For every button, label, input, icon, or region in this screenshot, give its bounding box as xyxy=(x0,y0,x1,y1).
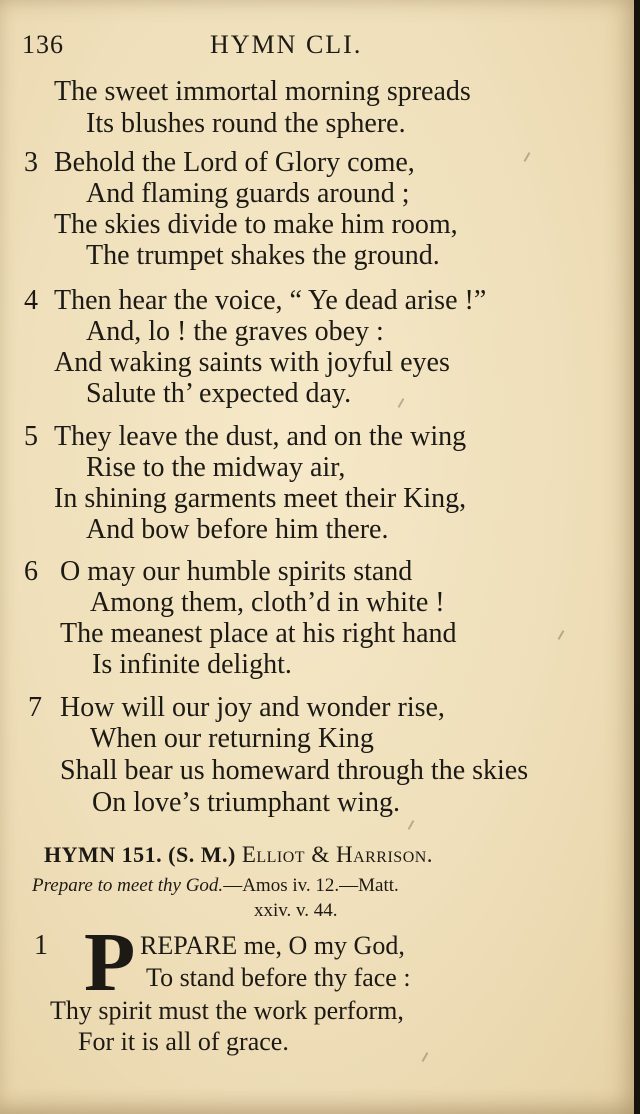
verse-number: 6 xyxy=(24,556,38,587)
running-head: HYMN CLI. xyxy=(210,30,363,59)
hymn-line: REPARE me, O my God, xyxy=(140,931,405,960)
page-header xyxy=(0,30,620,64)
hymn-line: In shining garments meet their King, xyxy=(54,483,467,514)
print-speck xyxy=(558,630,565,640)
page-edge xyxy=(634,0,640,1114)
hymn-line: Among them, cloth’d in white ! xyxy=(90,587,445,618)
hymn-line: And, lo ! the graves obey : xyxy=(86,316,384,347)
subtitle-reference-continued: xxiv. v. 44. xyxy=(254,900,338,921)
page-number: 136 xyxy=(22,30,64,59)
verse-number: 5 xyxy=(24,421,38,452)
hymn-line: Salute th’ expected day. xyxy=(86,378,352,409)
hymn-line: Is infinite delight. xyxy=(92,649,292,680)
hymn-line: For it is all of grace. xyxy=(78,1027,289,1056)
hymn-line: They leave the dust, and on the wing xyxy=(54,421,467,452)
drop-cap: P xyxy=(84,916,136,1009)
print-speck xyxy=(422,1052,429,1062)
hymn-line: The sweet immortal morning spreads xyxy=(54,76,471,107)
print-speck xyxy=(398,398,405,408)
hymn-line: The meanest place at his right hand xyxy=(60,618,457,649)
verse-number: 7 xyxy=(28,692,42,723)
hymn-line: When our returning King xyxy=(90,723,374,754)
verse-number: 3 xyxy=(24,147,38,178)
hymn-line: How will our joy and wonder rise, xyxy=(60,692,445,723)
verse-number: 4 xyxy=(24,285,38,316)
hymn-line: And flaming guards around ; xyxy=(86,178,410,209)
hymn-line: Thy spirit must the work perform, xyxy=(50,996,404,1025)
hymn-line: Then hear the voice, “ Ye dead arise !” xyxy=(54,285,487,316)
tune-composer: Elliot & Harrison. xyxy=(241,842,434,867)
hymn-line: O may our humble spirits stand xyxy=(60,556,413,587)
subtitle-reference: —Amos iv. 12.—Matt. xyxy=(223,875,399,896)
hymn-number-meter: HYMN 151. (S. M.) xyxy=(44,842,236,867)
hymn-line: On love’s triumphant wing. xyxy=(92,787,400,818)
print-speck xyxy=(408,820,415,830)
hymn-heading xyxy=(44,842,433,868)
hymn-line: Its blushes round the sphere. xyxy=(86,108,406,139)
hymn-line: Shall bear us homeward through the skies xyxy=(60,755,529,786)
hymn-line: And waking saints with joyful eyes xyxy=(54,347,450,378)
print-speck xyxy=(524,152,531,162)
subtitle-italic: Prepare to meet thy God. xyxy=(32,875,224,896)
verse-number: 1 xyxy=(34,930,48,961)
hymn-line: Rise to the midway air, xyxy=(86,452,346,483)
hymn-line: To stand before thy face : xyxy=(146,963,411,992)
hymn-line: And bow before him there. xyxy=(86,514,389,545)
hymn-line: The skies divide to make him room, xyxy=(54,209,458,240)
hymn-line: Behold the Lord of Glory come, xyxy=(54,147,415,178)
scripture-subtitle xyxy=(32,875,399,897)
hymn-line: The trumpet shakes the ground. xyxy=(86,240,440,271)
